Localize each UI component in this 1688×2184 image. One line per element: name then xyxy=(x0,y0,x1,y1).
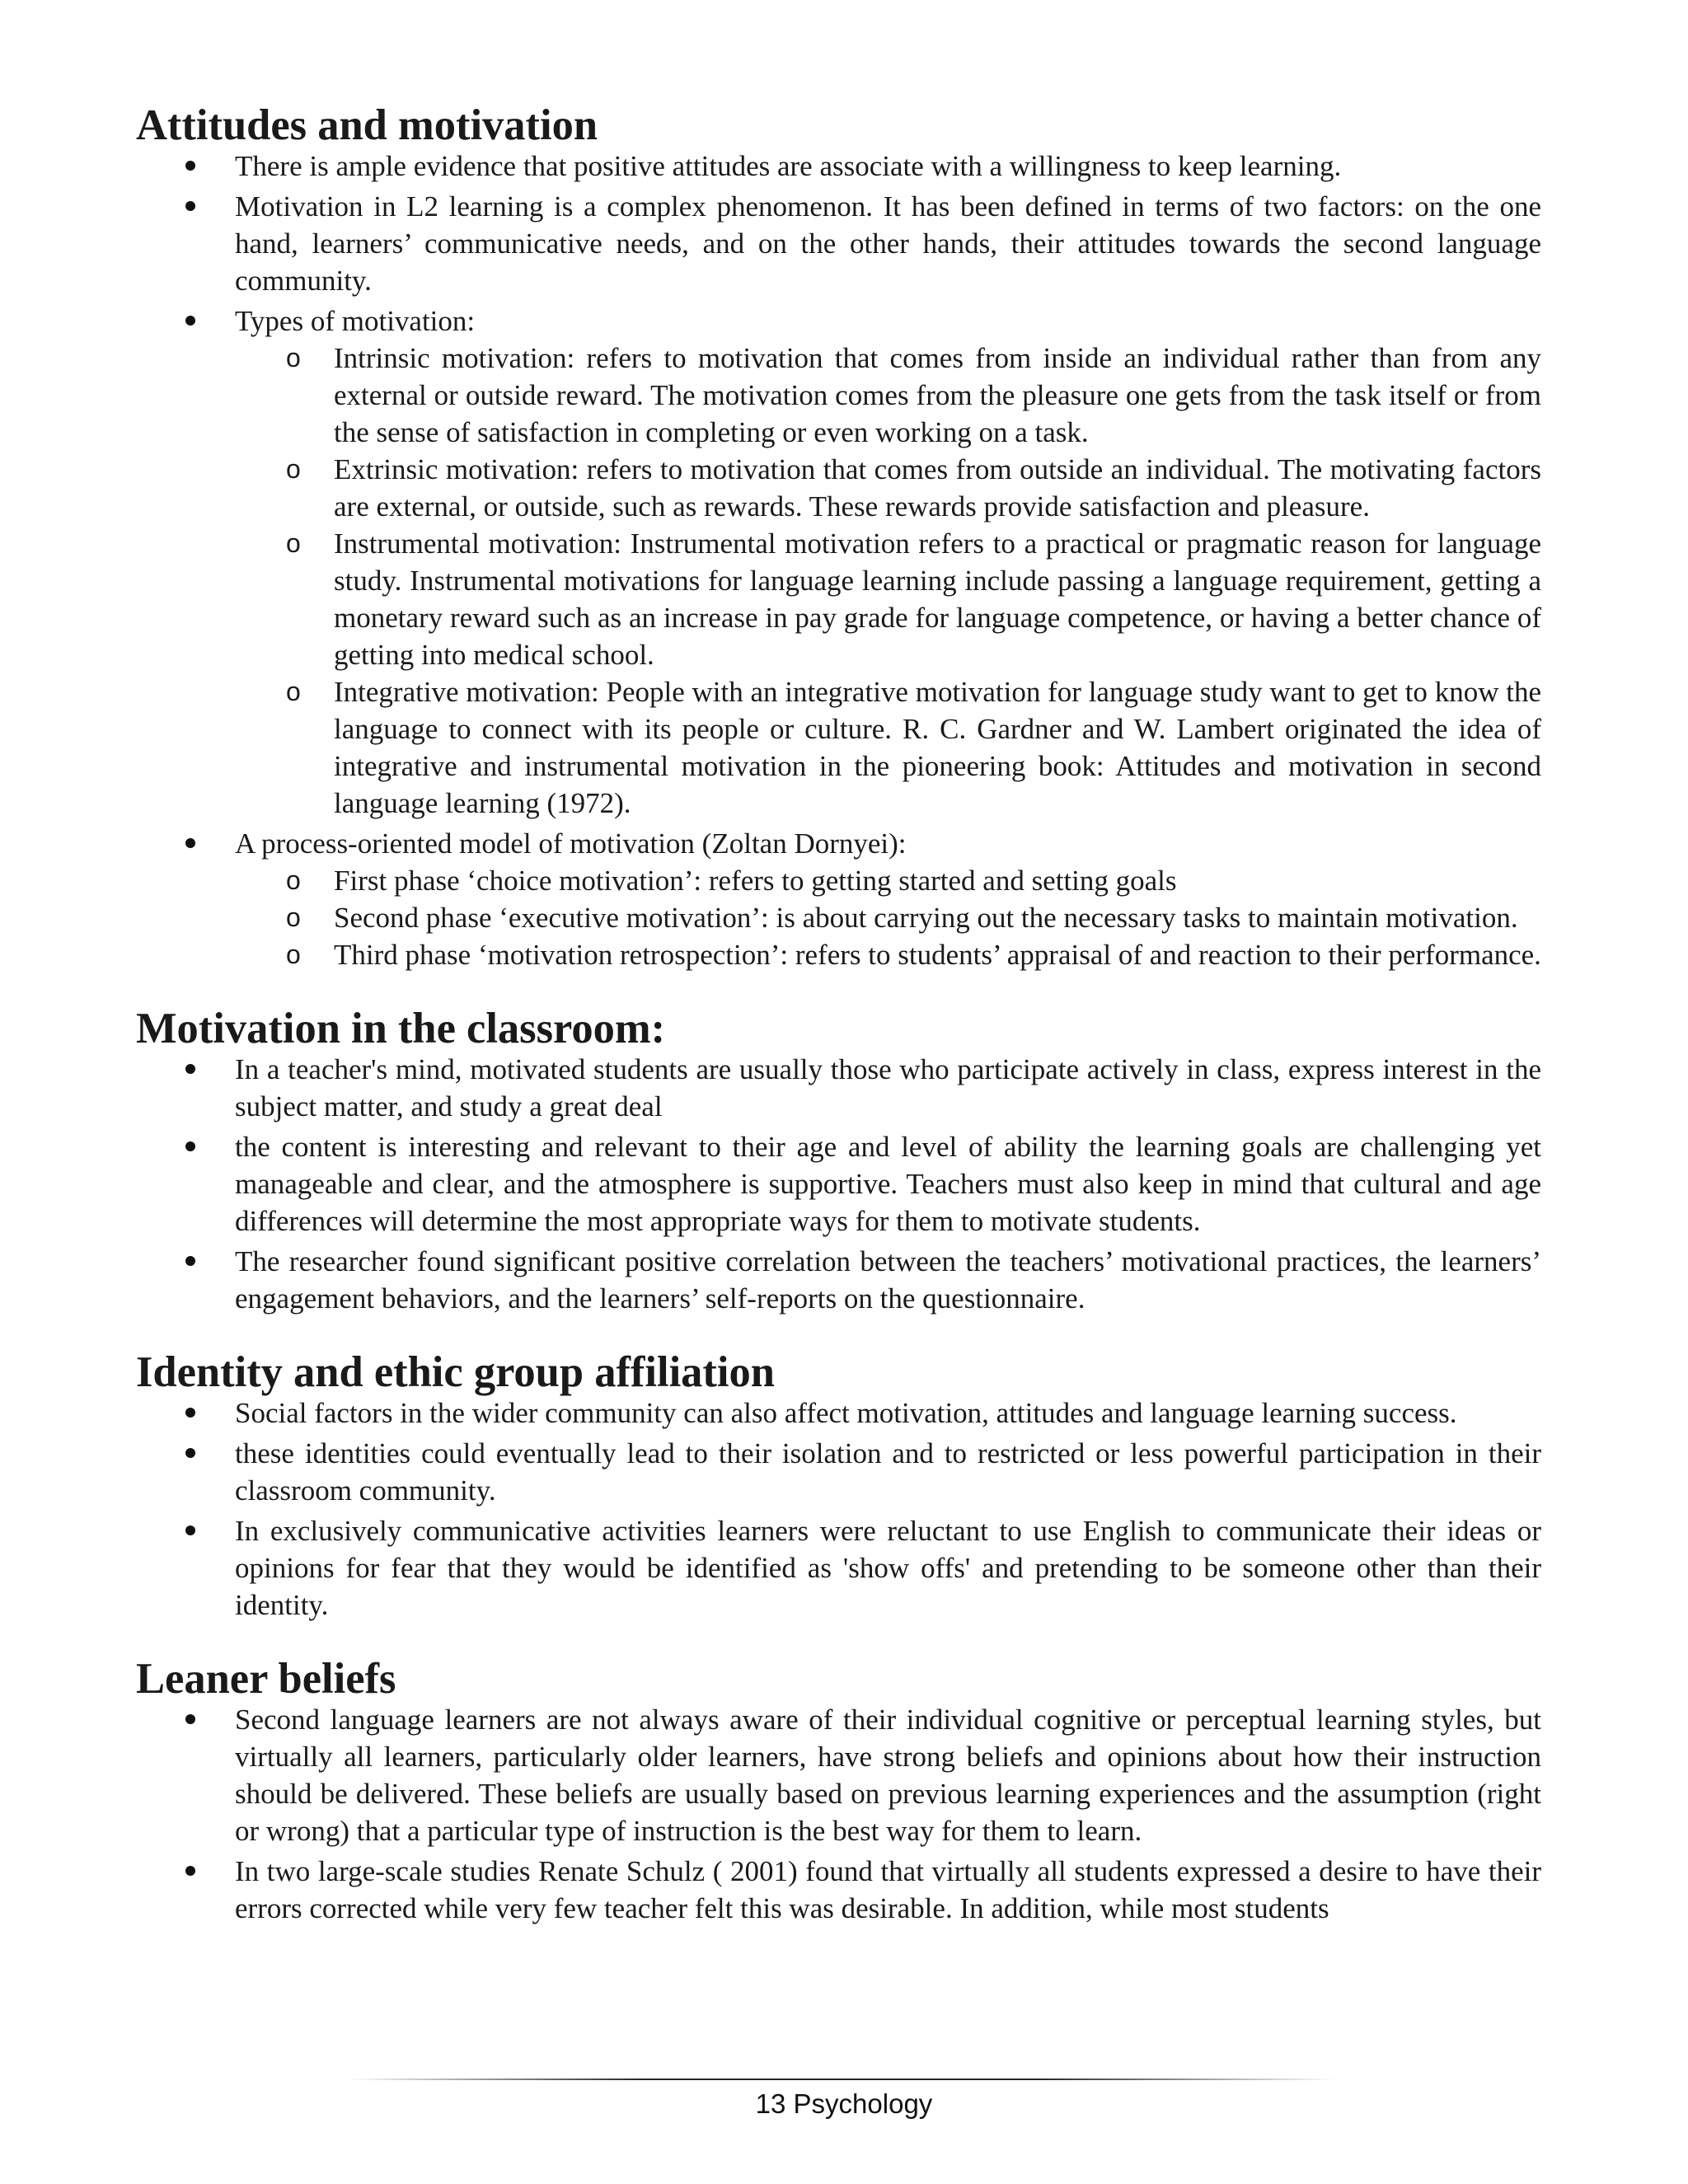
bullet-item xyxy=(235,1051,1541,1125)
bullet-text: Social factors in the wider community can also affect motivation, attitudes and language learning success. xyxy=(235,1397,1457,1429)
bullet-item xyxy=(235,1243,1541,1317)
bullet-list xyxy=(136,148,1541,973)
bullet-item xyxy=(235,188,1541,299)
bullet-text: these identities could eventually lead to their isolation and to restricted or less powerful participation in their classroom community. xyxy=(235,1437,1541,1507)
sub-bullet-item: o Third phase ‘motivation retrospection’: refers to students’ appraisal of and reaction to their performance. xyxy=(334,936,1541,973)
section-attitudes-and-motivation xyxy=(136,101,1541,973)
sub-bullet-item: o First phase ‘choice motivation’: refers to getting started and setting goals xyxy=(334,862,1541,899)
bullet-item xyxy=(235,1435,1541,1509)
bullet-item xyxy=(235,1853,1541,1927)
bullet-item xyxy=(235,1701,1541,1849)
section-heading: Identity and ethic group affiliation xyxy=(136,1348,775,1396)
page-footer: 13 Psychology xyxy=(755,2088,933,2119)
bullet-item xyxy=(235,1128,1541,1240)
section-heading: Motivation in the classroom: xyxy=(136,1005,666,1052)
sub-bullet-item: o Second phase ‘executive motivation’: is about carrying out the necessary tasks to maintain motivation. xyxy=(334,899,1541,936)
sub-bullet-item: o Extrinsic motivation: refers to motivation that comes from outside an individual. The motivating factors are external, or outside, such as rewards. These rewards provide satisfaction and pleasure. xyxy=(334,451,1541,525)
bullet-text: Motivation in L2 learning is a complex phenomenon. It has been defined in terms of two factors: on the one hand, learners’ communicative needs, and on the other hands, their attitudes towards the second language community. xyxy=(235,190,1541,297)
bullet-list xyxy=(136,1394,1541,1624)
bullet-item xyxy=(235,302,1541,822)
sub-bullet-list xyxy=(235,340,1541,822)
section-heading: Leaner beliefs xyxy=(136,1655,396,1703)
section-heading: Attitudes and motivation xyxy=(136,101,598,149)
bullet-item xyxy=(235,1512,1541,1624)
sub-bullet-item: o Integrative motivation: People with an integrative motivation for language study want to get to know the language to connect with its people or culture. R. C. Gardner and W. Lambert originated the idea of integrative and instrumental motivation in the pioneering book: Attitudes and motivation in second language learning (1972). xyxy=(334,673,1541,822)
bullet-text: In two large-scale studies Renate Schulz ( 2001) found that virtually all students expressed a desire to have their errors corrected while very few teacher felt this was desirable. In addition, while most students xyxy=(235,1855,1541,1924)
bullet-text: The researcher found significant positive correlation between the teachers’ motivational practices, the learners’ engagement behaviors, and the learners’ self-reports on the questionnaire. xyxy=(235,1245,1541,1315)
section-identity-and-ethnic-group xyxy=(136,1348,1541,1624)
section-learner-beliefs xyxy=(136,1655,1541,1927)
section-motivation-in-classroom xyxy=(136,1005,1541,1317)
sub-bullet-item: o Intrinsic motivation: refers to motivation that comes from inside an individual rather than from any external or outside reward. The motivation comes from the pleasure one gets from the task itself or from the sense of satisfaction in completing or even working on a task. xyxy=(334,340,1541,451)
bullet-text: There is ample evidence that positive attitudes are associate with a willingness to keep learning. xyxy=(235,150,1342,182)
bullet-text: Types of motivation: xyxy=(235,305,476,337)
bullet-text: In a teacher's mind, motivated students are usually those who participate actively in class, express interest in the subject matter, and study a great deal xyxy=(235,1053,1541,1122)
footer-divider xyxy=(346,2079,1335,2080)
bullet-item xyxy=(235,825,1541,973)
bullet-list xyxy=(136,1701,1541,1927)
bullet-item xyxy=(235,148,1541,185)
page-content xyxy=(136,101,1541,1927)
bullet-text: In exclusively communicative activities learners were reluctant to use English to communicate their ideas or opinions for fear that they would be identified as 'show offs' and pretending to be someone other than their identity. xyxy=(235,1515,1541,1621)
bullet-text: Second language learners are not always aware of their individual cognitive or perceptual learning styles, but virtually all learners, particularly older learners, have strong beliefs and opinions about how their instruction should be delivered. These beliefs are usually based on previous learning experiences and the assumption (right or wrong) that a particular type of instruction is the best way for them to learn. xyxy=(235,1704,1541,1847)
bullet-text: the content is interesting and relevant to their age and level of ability the learning goals are challenging yet manageable and clear, and the atmosphere is supportive. Teachers must also keep in mind that cultural and age differences will determine the most appropriate ways for them to motivate students. xyxy=(235,1131,1541,1237)
bullet-list xyxy=(136,1051,1541,1317)
bullet-text: A process-oriented model of motivation (Zoltan Dornyei): xyxy=(235,827,907,860)
sub-bullet-list xyxy=(235,862,1541,973)
bullet-item xyxy=(235,1394,1541,1432)
sub-bullet-item: o Instrumental motivation: Instrumental motivation refers to a practical or pragmatic reason for language study. Instrumental motivations for language learning include passing a language requirement, getting a monetary reward such as an increase in pay grade for language competence, or having a better chance of getting into medical school. xyxy=(334,525,1541,673)
